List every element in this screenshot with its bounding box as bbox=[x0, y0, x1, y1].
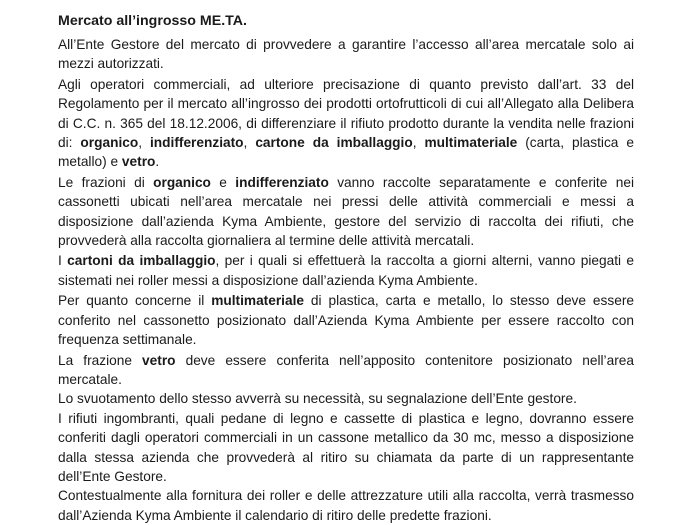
text: di plastica, carta e metallo, lo stesso deve essere conferito nel cassonetto posizionato dall’Azienda Kyma Ambiente per essere raccolto con frequenza settimanale. bbox=[58, 293, 635, 348]
paragraph-calendario: Contestualmente alla fornitura dei roller e delle attrezzature utili alla raccolta, verrà trasmesso dall’Azienda Kyma Ambiente il calendario di ritiro delle predette frazioni. bbox=[58, 488, 634, 523]
bold-multimateriale: multimateriale bbox=[424, 135, 518, 151]
paragraph-svuotamento: Lo svuotamento dello stesso avverrà su necessità, su segnalazione dell’Ente gestore. bbox=[58, 391, 577, 407]
text: vanno raccolte separatamente e conferite nei cassonetti ubicati nell’area mercatale nei pressi delle attività commerciali e messi a disposizione dall’azienda Kyma Ambiente, gestore del servizio di raccolta dei rifiuti, che provvederà alla raccolta giornaliera al termine delle attività mercatali. bbox=[58, 174, 634, 249]
bold-cartone: cartone da imballaggio bbox=[255, 135, 413, 151]
bold-vetro: vetro bbox=[121, 154, 156, 170]
paragraph-organico bbox=[58, 173, 634, 251]
text: e bbox=[210, 174, 236, 190]
bold-vetro: vetro bbox=[142, 352, 176, 368]
paragraph-cartoni bbox=[58, 251, 634, 290]
text: Le frazioni di bbox=[58, 174, 154, 190]
text: I bbox=[58, 253, 68, 269]
text: La frazione bbox=[58, 352, 143, 368]
separator: , bbox=[138, 135, 150, 151]
bold-indifferenziato: indifferenziato bbox=[235, 174, 329, 190]
bold-organico: organico bbox=[80, 135, 139, 151]
paragraph-access: All’Ente Gestore del mercato di provvedere a garantire l’accesso all’area mercatale solo ai mezzi autorizzati. bbox=[58, 37, 634, 72]
text: Per quanto concerne il bbox=[58, 293, 212, 309]
paragraph-waste-fractions bbox=[58, 75, 634, 172]
text: Agli operatori commerciali, ad ulteriore precisazione di quanto previsto dall’art. 33 del Regolamento per il mercato all’ingrosso dei prodotti ortofrutticoli di cui all’Allegato alla Delibera di C.C. n. 365 del 18.12.2006, di differenziare il rifiuto prodotto durante la vendita nelle frazioni di: bbox=[58, 76, 634, 151]
bold-cartoni: cartoni da imballaggio bbox=[67, 253, 216, 269]
text: deve essere conferita nell’apposito contenitore posizionato nell’area mercatale. bbox=[58, 352, 634, 387]
separator: , bbox=[243, 135, 256, 151]
paragraph-vetro bbox=[58, 351, 634, 390]
bold-multimateriale: multimateriale bbox=[211, 293, 305, 309]
separator: , bbox=[412, 135, 425, 151]
text: (carta, plastica e metallo) e bbox=[58, 135, 634, 170]
bold-organico: organico bbox=[153, 174, 211, 190]
paragraph-multimateriale bbox=[58, 291, 634, 349]
document-title: Mercato all’ingrosso ME.TA. bbox=[58, 13, 247, 29]
text: , per i quali si effettuerà la raccolta a giorni alterni, vanno piegati e sistemati nei roller messi a disposizione dall’azienda Kyma Ambiente. bbox=[58, 253, 635, 288]
bold-indifferenziato: indifferenziato bbox=[150, 135, 244, 151]
text: . bbox=[155, 154, 160, 170]
paragraph-ingombranti: I rifiuti ingombranti, quali pedane di legno e cassette di plastica e legno, dovranno essere conferiti dagli operatori commerciali in un cassone metallico da 30 mc, messo a disposizione dalla stessa azienda che provvederà al ritiro su chiamata da parte di un rappresentante dell’Ente Gestore. bbox=[58, 410, 634, 484]
